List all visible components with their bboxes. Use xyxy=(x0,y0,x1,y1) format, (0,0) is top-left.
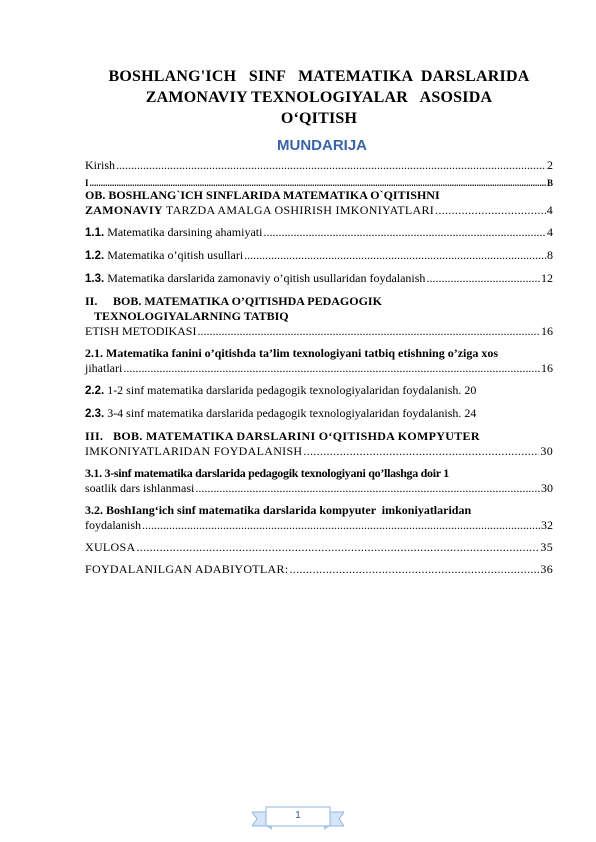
toc-entry-page: 36 xyxy=(540,562,553,576)
toc-entry-text: FOYDALANILGAN ADABIYOTLAR: xyxy=(85,562,289,576)
toc-entry-page: 8 xyxy=(547,248,553,262)
toc-section-number: 2.3. xyxy=(85,408,105,420)
toc-entry-line: BOB. MATEMATIKA O’QITISHDA PEDAGOGIK xyxy=(113,294,382,308)
toc-entry-3-2[interactable] xyxy=(85,503,553,533)
toc-entry-kirish[interactable] xyxy=(85,158,553,173)
toc-entry-bob-3[interactable] xyxy=(85,429,553,459)
toc-entry-page: 4 xyxy=(546,203,553,217)
toc-entry-text: jihatlari xyxy=(85,361,123,375)
toc-entry-text: foydalanish xyxy=(85,518,141,532)
toc-entry-text: Matematika darsining ahamiyati xyxy=(104,225,263,239)
toc-entry-page: 30 xyxy=(540,444,553,458)
toc-entry-2-3[interactable] xyxy=(85,406,553,422)
toc-entry-page: 32 xyxy=(541,518,553,532)
toc-heading: MUNDARIJA xyxy=(277,137,367,154)
title-line-2: ZAMONAVIY TEXNOLOGIYALAR ASOSIDA xyxy=(145,89,493,106)
toc-entry-adabiyotlar[interactable] xyxy=(85,562,553,577)
toc-entry-text: XULOSA xyxy=(85,540,136,554)
toc-section-number: 1.2. xyxy=(85,250,105,262)
toc-entry-line: III. BOB. MATEMATIKA DARSLARINI O‘QITISHDA KOMPYUTER xyxy=(85,429,480,443)
toc-section-number: 2.2. xyxy=(85,385,105,397)
toc-entry-text: Matematika darslarida zamonaviy o’qitish usullaridan foydalanish xyxy=(104,271,426,285)
toc-entry-text: Kirish xyxy=(85,158,115,172)
toc-entry-roman: II. xyxy=(85,294,98,308)
toc-section-number: 1.1. xyxy=(85,227,105,239)
toc-entry-bob-1[interactable] xyxy=(85,178,553,218)
toc-entry-page: 12 xyxy=(541,271,553,285)
page-number: 1 xyxy=(295,810,301,821)
toc-entry-roman: I xyxy=(85,178,89,188)
toc-entry-1-3[interactable] xyxy=(85,271,553,287)
toc-entry-text: 3-4 sinf matematika darslarida pedagogik texnologiyalaridan foydalanish. 24 xyxy=(104,406,477,420)
table-of-contents xyxy=(85,158,553,577)
toc-entry-text: TARZDA AMALGA OSHIRISH IMKONIYATLARI xyxy=(162,203,435,217)
toc-entry-2-1[interactable] xyxy=(85,346,553,376)
document-page xyxy=(85,66,553,577)
toc-entry-1-1[interactable] xyxy=(85,225,553,241)
toc-entry-line: 3.1. 3-sinf matematika darslarida pedagogik texnologiyani qo’llashga doir 1 xyxy=(85,466,449,480)
toc-entry-line: 2.1. Matematika fanini o’qitishda ta’lim texnologiyani tatbiq etishning o’ziga xos xyxy=(85,346,499,360)
toc-entry-text: Matematika o’qitish usullari xyxy=(104,248,244,262)
toc-section-number: 1.3. xyxy=(85,273,105,285)
toc-entry-line: OB. BOSHLANG`ICH SINFLARIDA MATEMATIKA O`QITISHNI xyxy=(85,188,440,202)
toc-entry-3-1[interactable] xyxy=(85,466,553,496)
toc-entry-text: IMKONIYATLARIDAN FOYDALANISH xyxy=(85,444,303,458)
title-line-3: O‘QITISH xyxy=(280,110,358,127)
toc-entry-2-2[interactable] xyxy=(85,383,553,399)
toc-entry-page: 2 xyxy=(547,158,553,172)
toc-entry-xulosa[interactable] xyxy=(85,540,553,555)
toc-entry-bob-2[interactable] xyxy=(85,294,553,339)
toc-entry-text: soatlik dars ishlanmasi xyxy=(85,481,195,495)
toc-entry-page: 4 xyxy=(547,225,553,239)
toc-entry-bold-word: ZAMONAVIY xyxy=(85,203,163,217)
toc-entry-1-2[interactable] xyxy=(85,248,553,264)
toc-entry-page: 16 xyxy=(541,361,553,375)
toc-entry-page: 35 xyxy=(540,540,553,554)
document-title xyxy=(85,66,553,129)
toc-entry-page: 30 xyxy=(541,481,553,495)
toc-entry-page-fragment: B xyxy=(546,178,553,188)
toc-entry-line: TEXNOLOGIYALARNING TATBIQ xyxy=(94,309,289,323)
title-line-1: BOSHLANG'ICH SINF MATEMATIKA DARSLARIDA xyxy=(108,68,530,85)
toc-entry-line: 3.2. BoshIang‘ich sinf matematika darslarida kompyuter imkoniyatlaridan xyxy=(85,503,472,517)
toc-entry-page: 16 xyxy=(541,324,553,338)
toc-entry-text: 1-2 sinf matematika darslarida pedagogik texnologiyalaridan foydalanish. 20 xyxy=(104,383,477,397)
toc-entry-text: ETISH METODIKASI xyxy=(85,324,197,338)
